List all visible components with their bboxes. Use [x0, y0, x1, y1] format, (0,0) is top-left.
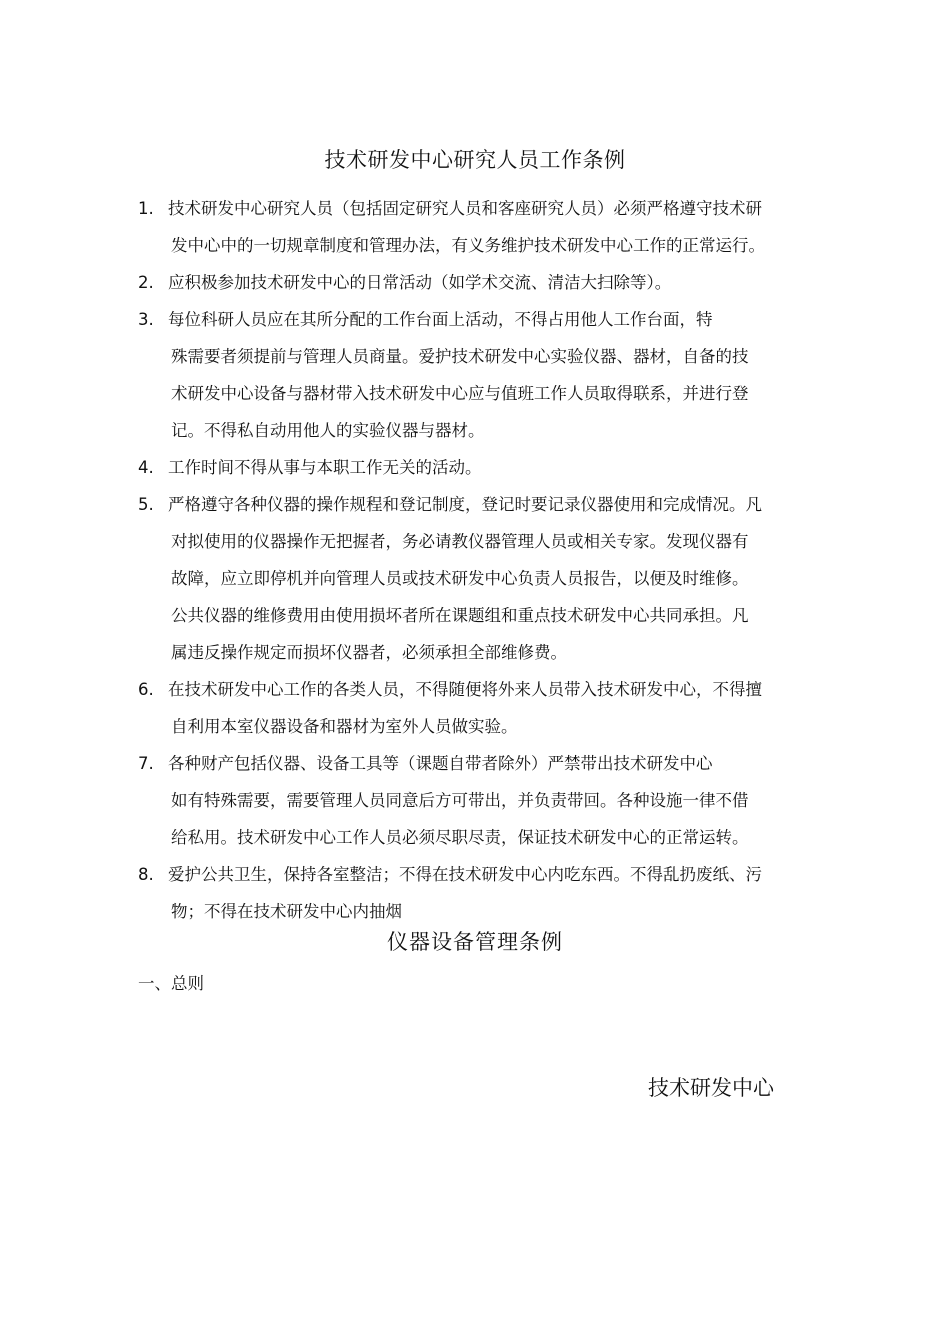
- item-line: 各种财产包括仪器、设备工具等（课题自带者除外）严禁带出技术研发中心: [168, 754, 713, 773]
- document-title: 技术研发中心研究人员工作条例: [324, 148, 626, 172]
- item-line: 属违反操作规定而损坏仪器者，必须承担全部维修费。: [171, 643, 567, 662]
- item-line: 每位科研人员应在其所分配的工作台面上活动，不得占用他人工作台面，特: [168, 310, 713, 329]
- item-line: 术研发中心设备与器材带入技术研发中心应与值班工作人员取得联系，并进行登: [171, 384, 749, 403]
- item-line: 在技术研发中心工作的各类人员，不得随便将外来人员带入技术研发中心，不得擅: [168, 680, 762, 699]
- regulation-item: [138, 264, 828, 301]
- item-number: 7.: [138, 754, 154, 773]
- item-number: 4.: [138, 458, 154, 477]
- regulation-item: [138, 486, 828, 671]
- item-number: 8.: [138, 865, 154, 884]
- regulation-item: [138, 856, 828, 930]
- section-title: 仪器设备管理条例: [387, 930, 563, 954]
- item-line: 发中心中的一切规章制度和管理办法，有义务维护技术研发中心工作的正常运行。: [171, 236, 765, 255]
- section-heading: 一、总则: [138, 974, 204, 993]
- signature: 技术研发中心: [648, 1076, 774, 1100]
- item-line: 物；不得在技术研发中心内抽烟: [171, 902, 402, 921]
- regulation-item: [138, 301, 828, 449]
- regulation-list: [138, 190, 828, 930]
- item-number: 3.: [138, 310, 154, 329]
- item-line: 对拟使用的仪器操作无把握者，务必请教仪器管理人员或相关专家。发现仪器有: [171, 532, 749, 551]
- regulation-item: [138, 671, 828, 745]
- item-line: 如有特殊需要，需要管理人员同意后方可带出，并负责带回。各种设施一律不借: [171, 791, 749, 810]
- item-line: 自利用本室仪器设备和器材为室外人员做实验。: [171, 717, 518, 736]
- item-number: 2.: [138, 273, 154, 292]
- regulation-item: [138, 449, 828, 486]
- item-line: 给私用。技术研发中心工作人员必须尽职尽责，保证技术研发中心的正常运转。: [171, 828, 749, 847]
- item-number: 1.: [138, 199, 154, 218]
- item-line: 殊需要者须提前与管理人员商量。爱护技术研发中心实验仪器、器材，自备的技: [171, 347, 749, 366]
- item-line: 应积极参加技术研发中心的日常活动（如学术交流、清洁大扫除等）。: [168, 273, 672, 292]
- item-line: 记。不得私自动用他人的实验仪器与器材。: [171, 421, 485, 440]
- item-line: 工作时间不得从事与本职工作无关的活动。: [168, 458, 482, 477]
- item-line: 严格遵守各种仪器的操作规程和登记制度，登记时要记录仪器使用和完成情况。凡: [168, 495, 762, 514]
- regulation-item: [138, 745, 828, 856]
- item-number: 6.: [138, 680, 154, 699]
- item-line: 技术研发中心研究人员（包括固定研究人员和客座研究人员）必须严格遵守技术研: [168, 199, 762, 218]
- item-line: 故障，应立即停机并向管理人员或技术研发中心负责人员报告，以便及时维修。: [171, 569, 749, 588]
- item-line: 公共仪器的维修费用由使用损坏者所在课题组和重点技术研发中心共同承担。凡: [171, 606, 749, 625]
- item-number: 5.: [138, 495, 154, 514]
- regulation-item: [138, 190, 828, 264]
- item-line: 爱护公共卫生，保持各室整洁；不得在技术研发中心内吃东西。不得乱扔废纸、污: [168, 865, 762, 884]
